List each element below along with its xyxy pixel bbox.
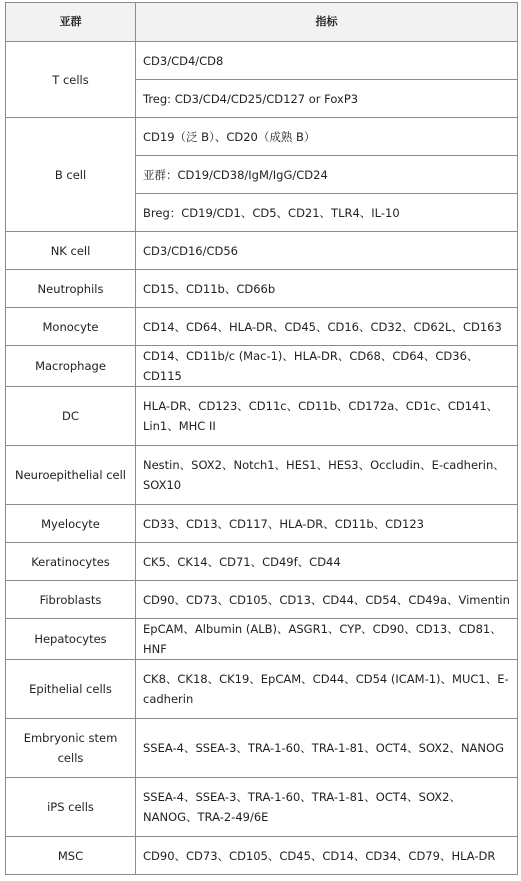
table-row [6,270,518,308]
table-row [6,308,518,346]
table-row [6,232,518,270]
subgroup-cell: DC [6,387,136,446]
subgroup-cell: iPS cells [6,778,136,837]
table-row [6,543,518,581]
marker-cell: SSEA-4、SSEA-3、TRA-1-60、TRA-1-81、OCT4、SOX2、NANOG、TRA-2-49/6E [136,778,518,837]
header-row [6,3,518,42]
subgroup-cell: Keratinocytes [6,543,136,581]
table-row [6,581,518,619]
subgroup-cell: B cell [6,118,136,232]
table-row [6,42,518,80]
table-row [6,387,518,446]
marker-table [5,2,518,875]
subgroup-cell: Macrophage [6,346,136,387]
marker-cell: CK5、CK14、CD71、CD49f、CD44 [136,543,518,581]
marker-cell: SSEA-4、SSEA-3、TRA-1-60、TRA-1-81、OCT4、SOX2、NANOG [136,719,518,778]
marker-cell: Treg: CD3/CD4/CD25/CD127 or FoxP3 [136,80,518,118]
marker-cell: CD90、CD73、CD105、CD13、CD44、CD54、CD49a、Vimentin [136,581,518,619]
table-row [6,778,518,837]
marker-cell: CD33、CD13、CD117、HLA-DR、CD11b、CD123 [136,505,518,543]
marker-cell: CK8、CK18、CK19、EpCAM、CD44、CD54 (ICAM-1)、MUC1、E-cadherin [136,660,518,719]
marker-cell: CD3/CD16/CD56 [136,232,518,270]
subgroup-cell: Fibroblasts [6,581,136,619]
table-row [6,719,518,778]
marker-cell: Breg：CD19/CD1、CD5、CD21、TLR4、IL-10 [136,194,518,232]
table-row [6,346,518,387]
marker-cell: HLA-DR、CD123、CD11c、CD11b、CD172a、CD1c、CD141、Lin1、MHC II [136,387,518,446]
marker-cell: CD14、CD11b/c (Mac-1)、HLA-DR、CD68、CD64、CD36、CD115 [136,346,518,387]
subgroup-cell: Embryonic stem cells [6,719,136,778]
subgroup-cell: Hepatocytes [6,619,136,660]
marker-cell: EpCAM、Albumin (ALB)、ASGR1、CYP、CD90、CD13、CD81、HNF [136,619,518,660]
header-markers: 指标 [136,3,518,42]
subgroup-cell: Neuroepithelial cell [6,446,136,505]
marker-cell: Nestin、SOX2、Notch1、HES1、HES3、Occludin、E-cadherin、SOX10 [136,446,518,505]
marker-cell: 亚群：CD19/CD38/IgM/IgG/CD24 [136,156,518,194]
table-row [6,118,518,156]
subgroup-cell: Monocyte [6,308,136,346]
marker-cell: CD14、CD64、HLA-DR、CD45、CD16、CD32、CD62L、CD163 [136,308,518,346]
table-row [6,619,518,660]
table-row [6,505,518,543]
marker-cell: CD15、CD11b、CD66b [136,270,518,308]
marker-cell: CD19（泛 B）、CD20（成熟 B） [136,118,518,156]
marker-cell: CD3/CD4/CD8 [136,42,518,80]
table-row [6,660,518,719]
subgroup-cell: NK cell [6,232,136,270]
subgroup-cell: MSC [6,837,136,875]
table-row [6,837,518,875]
header-subgroup: 亚群 [6,3,136,42]
subgroup-cell: Neutrophils [6,270,136,308]
table-row [6,446,518,505]
subgroup-cell: Epithelial cells [6,660,136,719]
subgroup-cell: Myelocyte [6,505,136,543]
marker-table-container [5,2,517,875]
marker-cell: CD90、CD73、CD105、CD45、CD14、CD34、CD79、HLA-DR [136,837,518,875]
subgroup-cell: T cells [6,42,136,118]
